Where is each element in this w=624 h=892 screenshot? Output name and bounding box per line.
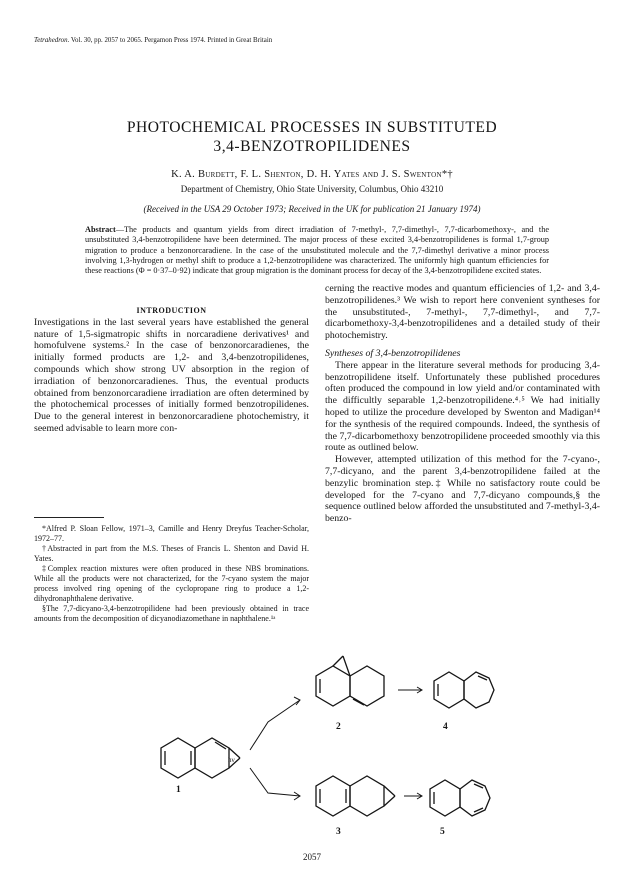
syntheses-subheading: Syntheses of 3,4-benzotropilidenes: [325, 347, 461, 359]
label-compound-4: 4: [443, 722, 448, 732]
footnote-1: *Alfred P. Sloan Fellow, 1971–3, Camille and Henry Dreyfus Teacher-Scholar, 1972–77.: [34, 524, 309, 543]
arrow-1-to-3: [250, 768, 300, 796]
introduction-heading: INTRODUCTION: [136, 306, 207, 315]
abstract-label: Abstract: [85, 225, 116, 234]
structure-compound-3: [316, 776, 395, 816]
label-compound-3: 3: [336, 827, 341, 837]
right-paragraph-2: There appear in the literature several methods for producing 3,4-benzotropilidene itself. Unfortunately these published procedures often produced the compound in low yield and/or contaminated with the difficultly separable 1,2-benzotropilidene.⁴˒⁵ We had initially hoped to utilize the procedure developed by Swenton and Madigan¹⁴ for the synthesis of the required compounds. Indeed, the synthesis of the 7,7-dicarbomethoxy benzotropilidene proceeded smoothly via this route as outlined below.: [325, 359, 600, 454]
structure-compound-2: [316, 656, 384, 706]
paper-title-line-2: 3,4-BENZOTROPILIDENES: [213, 138, 411, 155]
arrow-1-to-2: [250, 700, 300, 750]
page-number: 2057: [303, 852, 321, 862]
structure-compound-4: [434, 672, 494, 708]
label-compound-5: 5: [440, 827, 445, 837]
affiliation: Department of Chemistry, Ohio State University, Columbus, Ohio 43210: [180, 184, 444, 194]
journal-name: Tetrahedron.: [34, 37, 70, 44]
paper-title-line-1: PHOTOCHEMICAL PROCESSES IN SUBSTITUTED: [126, 119, 498, 136]
introduction-paragraph: Investigations in the last several years have established the general nature of 1,5-sigmatropic shifts in norcaradiene derivatives¹ and homofulvene systems.² In the case of benzonorcaradienes, the initially formed products are 1,2- and 3,4-benzotropilidenes, compounds which show strong UV absorption in the region of irradiation of benzonorcaradienes. Thus, the eventual products obtained from benzonorcaradiene irradiation are often determined by the photochemical processes of initially formed benzotropilidenes. Due to the general interest in benzonorcaradiene photochemistry, it seemed advisable to learn more con-: [34, 316, 309, 434]
footnote-4: §The 7,7-dicyano-3,4-benzotropilidene had been previously obtained in trace amounts from the decomposition of dicyanodiazomethane in naphthalene.¹ᵃ: [34, 604, 309, 623]
structure-compound-5: [430, 780, 490, 816]
hv-label: hν: [228, 756, 235, 764]
journal-details: Vol. 30, pp. 2057 to 2065. Pergamon Press 1974. Printed in Great Britain: [70, 37, 273, 44]
author-list: K. A. Burdett, F. L. Shenton, D. H. Yates and J. S. Swenton*†: [171, 169, 453, 180]
footnote-2: †Abstracted in part from the M.S. Theses of Francis L. Shenton and David H. Yates.: [34, 544, 309, 563]
label-compound-1: 1: [176, 785, 181, 795]
label-compound-2: 2: [336, 722, 341, 732]
received-dates: (Received in the USA 29 October 1973; Received in the UK for publication 21 January 1974): [143, 204, 481, 214]
footnote-3: ‡Complex reaction mixtures were often produced in these NBS brominations. While all the products were not characterized, for the 7-cyano system the major process involved ring opening of the cyclopropane ring to produce a 1,2-dihydronaphthalene derivative.: [34, 564, 309, 603]
abstract-text: —The products and quantum yields from direct irradiation of 7-methyl-, 7,7-dimethyl-, 7,7-dicarbomethoxy-, and the unsubstituted 3,4-benzotropilidene have been determined. The major process of these excited 3,4-benzotropilidenes is formal 1,7-group migration to produce a benzonorcaradiene. In the case of the unsubstituted molecule and the 7,7-dimethyl derivative a minor process involving 1,3-hydrogen or methyl shift to produce a 1,2-benzotropilidene was characterized. The uniformly high quantum efficiencies for these reactions (Φ = 0·37–0·92) indicate that group migration is the dominant process for decay of the 3,4-benzotropilidene excited states.: [85, 225, 549, 276]
right-paragraph-1: cerning the reactive modes and quantum efficiencies of 1,2- and 3,4-benzotropilidenes.³ We wish to report here convenient syntheses for the unsubstituted-, 7-methyl-, 7,7-dimethyl-, and 7,7-dicarbomethoxy-3,4-benzotropilidenes and a detailed study of their photochemistry.: [325, 283, 600, 342]
right-paragraph-3: However, attempted utilization of this method for the 7-cyano-, 7,7-dicyano, and the parent 3,4-benzotropilidene failed at the benzylic bromination step.‡ While no satisfactory route could be developed for the 7-cyano and 7,7-dicyano compounds,§ the sequence outlined below afforded the unsubstituted and 7-methyl-3,4-benzo-: [325, 454, 600, 525]
